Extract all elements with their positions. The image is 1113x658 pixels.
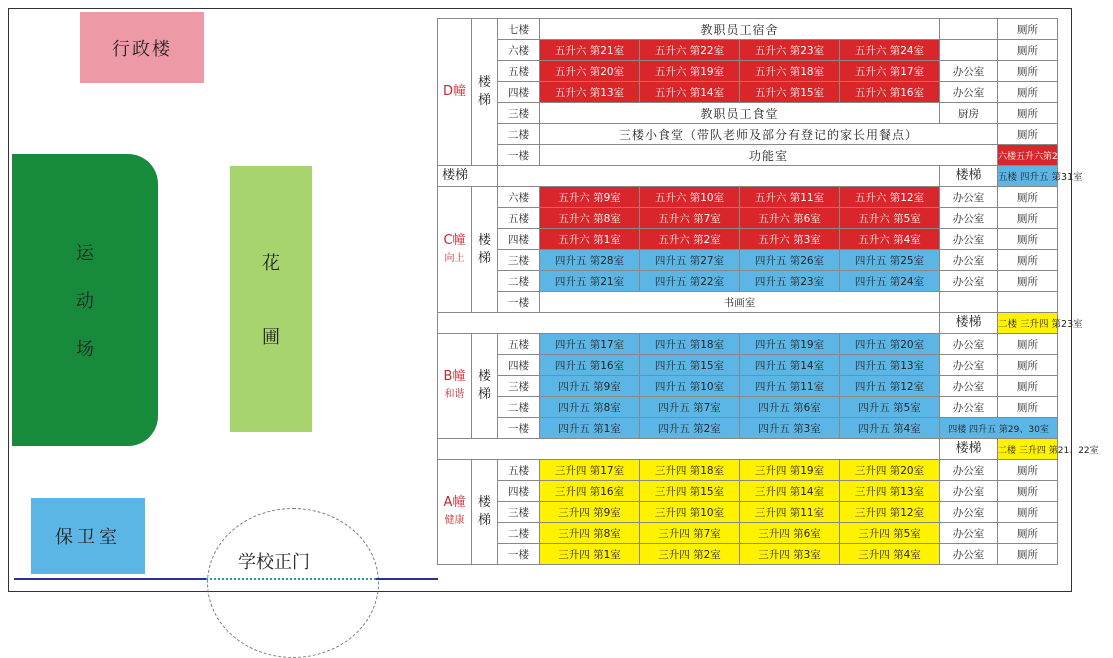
room-d-f3: 教职员工食堂 — [540, 103, 940, 124]
garden — [230, 166, 312, 432]
room-cell: 四升五 第9室 — [540, 376, 640, 397]
wc-cell: 厕所 — [998, 250, 1058, 271]
room-d-f1: 功能室 — [540, 145, 998, 166]
room-cell: 三升四 第17室 — [540, 460, 640, 481]
room-cell: 五升六 第16室 — [840, 82, 940, 103]
room-cell: 四升五 第15室 — [640, 355, 740, 376]
building-b-name — [438, 334, 472, 439]
room-cell: 五升六 第2室 — [640, 229, 740, 250]
office-cell: 办公室 — [940, 82, 998, 103]
wc-cell: 厕所 — [998, 523, 1058, 544]
building-c-title: C幢 — [443, 232, 466, 248]
room-cell: 四升五 第19室 — [740, 334, 840, 355]
room-cell: 五升六 第12室 — [840, 187, 940, 208]
room-cell: 三升四 第14室 — [740, 481, 840, 502]
main-gate-label: 学校正门 — [238, 552, 310, 573]
wc-cell: 厕所 — [998, 124, 1058, 145]
room-cell: 五升六 第8室 — [540, 208, 640, 229]
room-cell: 四升五 第26室 — [740, 250, 840, 271]
empty-cell — [940, 292, 998, 313]
room-cell: 三升四 第3室 — [740, 544, 840, 565]
room-cell: 五升六 第6室 — [740, 208, 840, 229]
room-cell: 五升六 第3室 — [740, 229, 840, 250]
empty-cell — [998, 292, 1058, 313]
room-cell: 四升五 第2室 — [640, 418, 740, 439]
floor-label: 四楼 — [498, 481, 540, 502]
room-cell: 四升五 第7室 — [640, 397, 740, 418]
room-c-f1: 书画室 — [540, 292, 940, 313]
wc-cell: 厕所 — [998, 334, 1058, 355]
wc-cell: 厕所 — [998, 19, 1058, 40]
room-cell: 四升五 第20室 — [840, 334, 940, 355]
room-cell: 四升五 第6室 — [740, 397, 840, 418]
office-cell: 办公室 — [940, 355, 998, 376]
room-cell: 三升四 第13室 — [840, 481, 940, 502]
floor-label: 五楼 — [498, 460, 540, 481]
room-cell: 五升六 第22室 — [640, 40, 740, 61]
room-cell: 三升四 第1室 — [540, 544, 640, 565]
room-cell: 五升六 第15室 — [740, 82, 840, 103]
gap-cell — [438, 313, 940, 334]
office-cell: 办公室 — [940, 544, 998, 565]
building-a-title: A幢 — [443, 495, 466, 510]
room-cell: 三升四 第18室 — [640, 460, 740, 481]
floor-label: 一楼 — [498, 292, 540, 313]
stair-label: 楼梯 — [940, 439, 998, 460]
wc-cell: 厕所 — [998, 502, 1058, 523]
room-cell: 四升五 第17室 — [540, 334, 640, 355]
stair-label: 楼 梯 — [472, 334, 498, 439]
sports-field-label: 动 — [76, 291, 94, 312]
office-cell: 办公室 — [940, 187, 998, 208]
room-cell: 三升四 第16室 — [540, 481, 640, 502]
wc-cell: 厕所 — [998, 82, 1058, 103]
room-cell: 四升五 第3室 — [740, 418, 840, 439]
floor-label: 四楼 — [498, 82, 540, 103]
floor-label: 三楼 — [498, 376, 540, 397]
office-cell: 办公室 — [940, 460, 998, 481]
room-cell: 三升四 第10室 — [640, 502, 740, 523]
room-d-side: 六楼五升六第25、26、27室 — [998, 145, 1058, 166]
room-cell: 四升五 第12室 — [840, 376, 940, 397]
building-b-title: B幢 — [443, 369, 466, 384]
gate-dotted-line — [206, 578, 376, 580]
floor-label: 二楼 — [498, 124, 540, 145]
room-cell: 四升五 第16室 — [540, 355, 640, 376]
floor-label: 三楼 — [498, 103, 540, 124]
admin-building — [80, 12, 204, 83]
guard-room — [31, 498, 145, 574]
wc-cell: 厕所 — [998, 460, 1058, 481]
garden-label: 花 — [262, 253, 280, 274]
empty-cell — [940, 19, 998, 40]
floor-label: 三楼 — [498, 502, 540, 523]
wc-cell: 厕所 — [998, 61, 1058, 82]
floor-label: 六楼 — [498, 40, 540, 61]
room-d-f2: 三楼小食堂（带队老师及部分有登记的家长用餐点） — [540, 124, 998, 145]
room-cell: 三升四 第7室 — [640, 523, 740, 544]
room-cell: 五升六 第10室 — [640, 187, 740, 208]
room-cell: 五升六 第24室 — [840, 40, 940, 61]
office-cell: 办公室 — [940, 334, 998, 355]
room-cell: 四升五 第24室 — [840, 271, 940, 292]
room-cell: 五升六 第7室 — [640, 208, 740, 229]
office-cell: 办公室 — [940, 208, 998, 229]
room-cell: 五升六 第18室 — [740, 61, 840, 82]
office-cell: 办公室 — [940, 481, 998, 502]
room-a-side: 二楼 三升四 第21、22室 — [998, 439, 1058, 460]
room-cell: 五升六 第23室 — [740, 40, 840, 61]
room-cell: 五升六 第14室 — [640, 82, 740, 103]
office-cell: 办公室 — [940, 502, 998, 523]
room-cell: 五升六 第9室 — [540, 187, 640, 208]
gap-cell — [438, 439, 940, 460]
room-cell: 四升五 第25室 — [840, 250, 940, 271]
room-cell: 五升六 第19室 — [640, 61, 740, 82]
road-line — [14, 578, 206, 580]
kitchen-cell: 厨房 — [940, 103, 998, 124]
office-cell: 办公室 — [940, 523, 998, 544]
wc-cell: 厕所 — [998, 355, 1058, 376]
room-cell: 四升五 第1室 — [540, 418, 640, 439]
building-d-name: D幢 — [438, 19, 472, 166]
floor-label: 二楼 — [498, 397, 540, 418]
room-cell: 四升五 第4室 — [840, 418, 940, 439]
floor-label: 五楼 — [498, 208, 540, 229]
floor-label: 四楼 — [498, 355, 540, 376]
room-cell: 四升五 第10室 — [640, 376, 740, 397]
room-cell: 三升四 第12室 — [840, 502, 940, 523]
room-c-side: 五楼 四升五 第31室 — [998, 166, 1058, 187]
room-cell: 四升五 第14室 — [740, 355, 840, 376]
room-cell: 四升五 第18室 — [640, 334, 740, 355]
floor-label: 一楼 — [498, 418, 540, 439]
room-cell: 三升四 第8室 — [540, 523, 640, 544]
room-cell: 五升六 第20室 — [540, 61, 640, 82]
office-cell: 办公室 — [940, 61, 998, 82]
room-cell: 五升六 第21室 — [540, 40, 640, 61]
building-c-name — [438, 187, 472, 313]
floor-label: 二楼 — [498, 523, 540, 544]
room-cell: 五升六 第11室 — [740, 187, 840, 208]
room-cell: 四升五 第8室 — [540, 397, 640, 418]
stair-label: 楼梯 — [438, 166, 498, 187]
building-c-motto: 向上 — [444, 252, 465, 264]
building-room-table — [437, 18, 1113, 565]
wc-cell: 厕所 — [998, 208, 1058, 229]
gap-cell — [498, 166, 940, 187]
sports-field-label: 场 — [76, 339, 94, 360]
sports-field — [12, 154, 158, 446]
room-cell: 三升四 第11室 — [740, 502, 840, 523]
wc-cell: 厕所 — [998, 271, 1058, 292]
wc-cell: 厕所 — [998, 40, 1058, 61]
floor-label: 五楼 — [498, 61, 540, 82]
building-a-name — [438, 460, 472, 565]
room-cell: 三升四 第4室 — [840, 544, 940, 565]
wc-cell: 厕所 — [998, 103, 1058, 124]
room-cell: 四升五 第27室 — [640, 250, 740, 271]
stair-label: 楼 梯 — [472, 460, 498, 565]
wc-cell: 厕所 — [998, 187, 1058, 208]
wc-cell: 厕所 — [998, 229, 1058, 250]
admin-building-label: 行政楼 — [112, 38, 172, 60]
building-a-motto: 健康 — [444, 515, 465, 526]
stair-label: 楼 梯 — [472, 19, 498, 166]
room-cell: 三升四 第9室 — [540, 502, 640, 523]
floor-label: 七楼 — [498, 19, 540, 40]
guard-room-label: 保卫室 — [55, 527, 121, 548]
room-cell: 四升五 第21室 — [540, 271, 640, 292]
office-cell: 办公室 — [940, 397, 998, 418]
room-cell: 四升五 第5室 — [840, 397, 940, 418]
room-cell: 三升四 第20室 — [840, 460, 940, 481]
floor-label: 一楼 — [498, 544, 540, 565]
room-cell: 四升五 第28室 — [540, 250, 640, 271]
room-b-side: 二楼 三升四 第23室 — [998, 313, 1058, 334]
room-cell: 三升四 第6室 — [740, 523, 840, 544]
room-cell: 五升六 第4室 — [840, 229, 940, 250]
garden-label: 圃 — [262, 327, 280, 348]
office-cell: 办公室 — [940, 229, 998, 250]
room-cell: 三升四 第15室 — [640, 481, 740, 502]
floor-label: 五楼 — [498, 334, 540, 355]
room-cell: 三升四 第19室 — [740, 460, 840, 481]
stair-label: 楼梯 — [940, 313, 998, 334]
room-cell: 四升五 第13室 — [840, 355, 940, 376]
wc-cell: 厕所 — [998, 481, 1058, 502]
floor-label: 六楼 — [498, 187, 540, 208]
room-cell: 三升四 第5室 — [840, 523, 940, 544]
room-cell: 四升五 第23室 — [740, 271, 840, 292]
floor-label: 二楼 — [498, 271, 540, 292]
building-b-motto: 和谐 — [444, 389, 465, 400]
sports-field-label: 运 — [76, 243, 94, 264]
room-b-side: 四楼 四升五 第29、30室 — [940, 418, 1058, 439]
office-cell: 办公室 — [940, 250, 998, 271]
floor-label: 三楼 — [498, 250, 540, 271]
room-d-f7: 教职员工宿舍 — [540, 19, 940, 40]
wc-cell: 厕所 — [998, 544, 1058, 565]
office-cell: 办公室 — [940, 376, 998, 397]
room-cell: 三升四 第2室 — [640, 544, 740, 565]
floor-label: 四楼 — [498, 229, 540, 250]
main-gate-arc — [207, 508, 379, 658]
office-cell: 办公室 — [940, 271, 998, 292]
stair-label: 楼梯 — [940, 166, 998, 187]
road-line — [376, 578, 438, 580]
room-cell: 五升六 第1室 — [540, 229, 640, 250]
wc-cell: 厕所 — [998, 376, 1058, 397]
floor-label: 一楼 — [498, 145, 540, 166]
room-cell: 五升六 第5室 — [840, 208, 940, 229]
stair-label: 楼 梯 — [472, 187, 498, 313]
room-cell: 五升六 第17室 — [840, 61, 940, 82]
room-cell: 四升五 第22室 — [640, 271, 740, 292]
room-cell: 四升五 第11室 — [740, 376, 840, 397]
wc-cell: 厕所 — [998, 397, 1058, 418]
empty-cell — [940, 40, 998, 61]
room-cell: 五升六 第13室 — [540, 82, 640, 103]
